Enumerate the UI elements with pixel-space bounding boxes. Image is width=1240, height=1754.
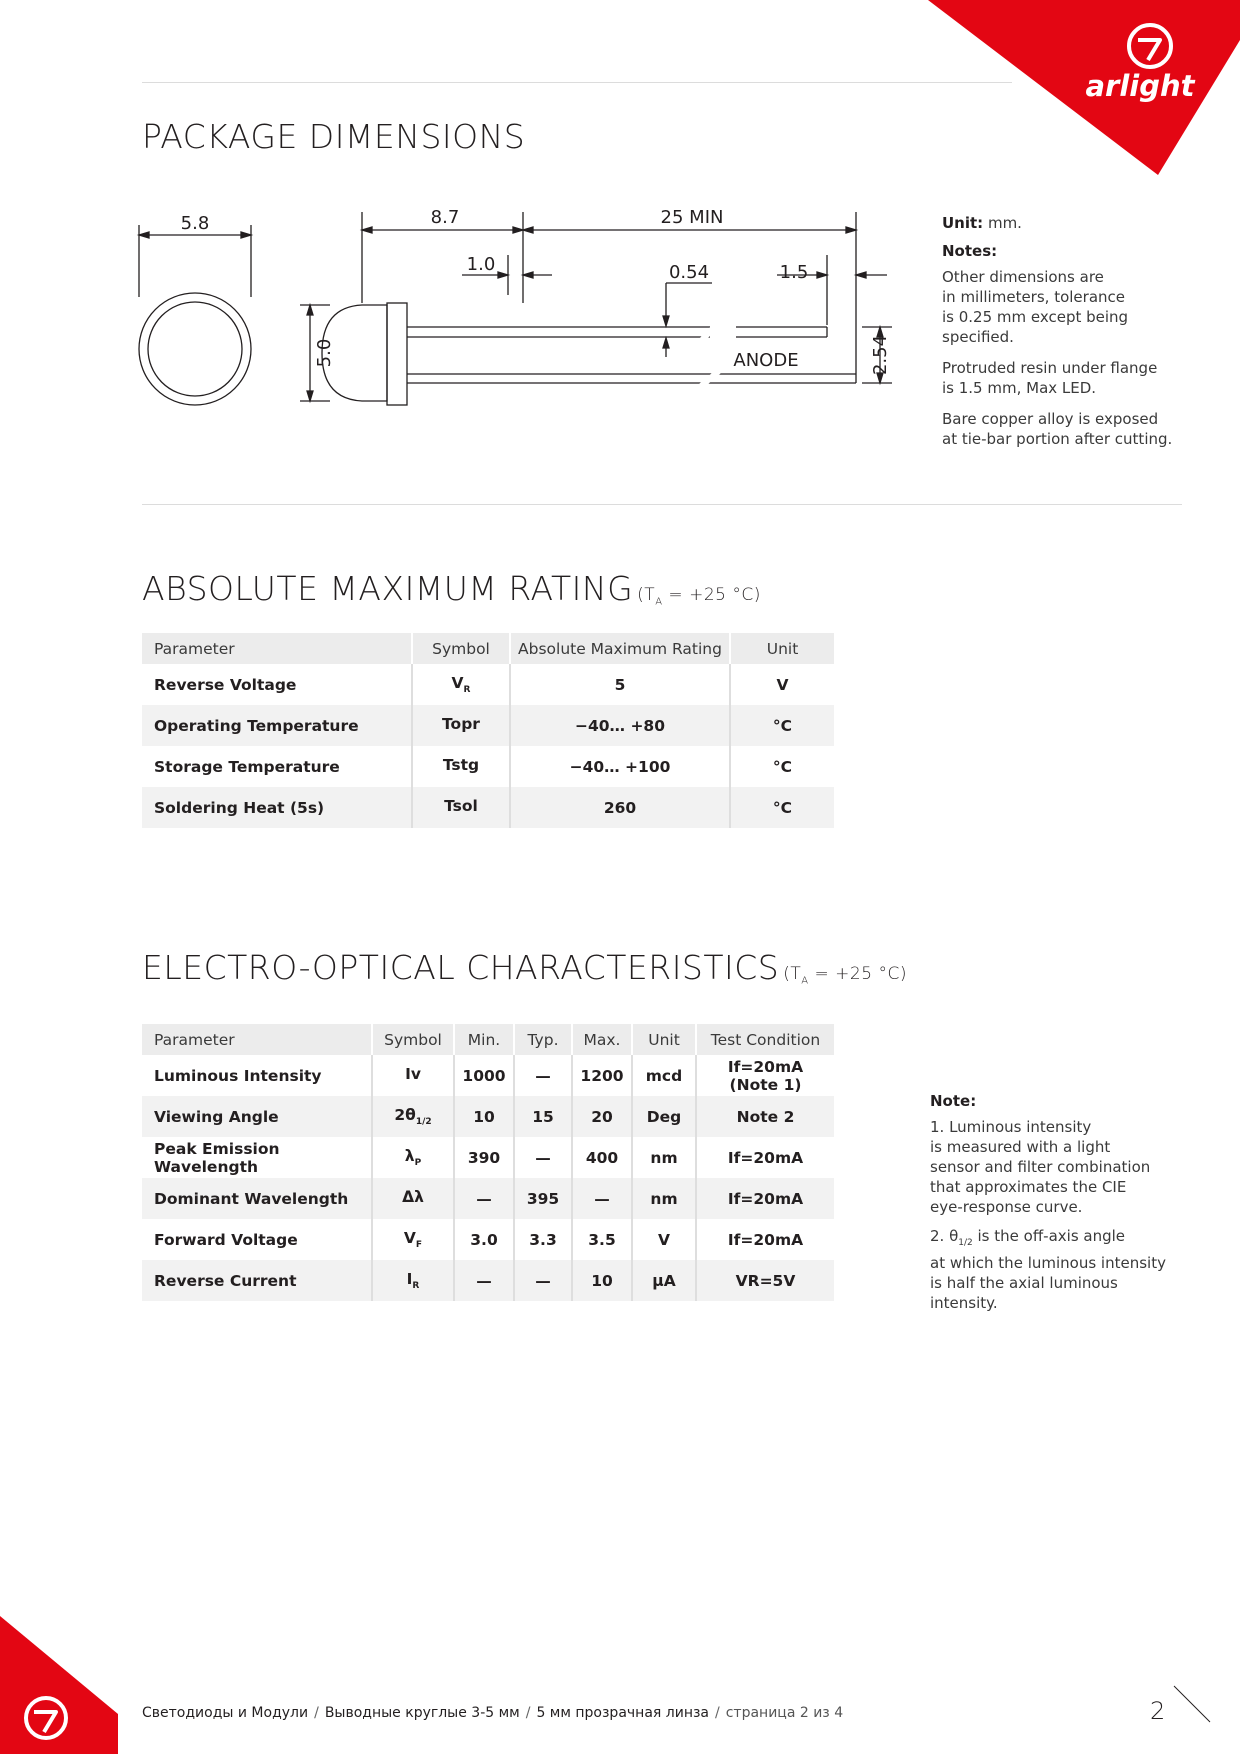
dim-5-8: 5.8: [180, 213, 210, 234]
table-row: Storage Temperature Tstg −40… +100 °C: [142, 746, 834, 787]
anode-label: ANODE: [733, 350, 799, 371]
amr-table: [142, 633, 834, 828]
table-row: Reverse Voltage $V_R$ 5 V: [142, 664, 834, 705]
notes-heading: Notes:: [942, 242, 998, 260]
note-item: 2. $\theta_{1/2}$ is the off-axis angle at which the luminous intensity is half the axial luminous intensity.: [930, 1227, 1166, 1312]
col-header: Parameter: [142, 1024, 372, 1055]
col-header: Symbol: [372, 1024, 454, 1055]
arlight-logo: [928, 0, 1240, 175]
note-item: Protruded resin under flange is 1.5 mm, Max LED.: [942, 359, 1158, 397]
col-header: Parameter: [142, 633, 412, 664]
dim-5-0: 5.0: [314, 338, 335, 368]
col-header: Typ.: [514, 1024, 572, 1055]
dim-1-0: 1.0: [466, 254, 496, 275]
dim-1-5: 1.5: [779, 262, 809, 283]
unit-value: mm.: [987, 214, 1022, 232]
col-header: Max.: [572, 1024, 632, 1055]
eoc-title: ELECTRO-OPTICAL CHARACTERISTICS ($T_A = +25$ °C): [142, 948, 907, 987]
col-header: Unit: [632, 1024, 696, 1055]
package-dimensions-title: PACKAGE DIMENSIONS: [142, 117, 526, 156]
col-header: Min.: [454, 1024, 514, 1055]
amr-condition: ($T_A = +25$ °C): [637, 585, 761, 608]
table-row: Viewing Angle $2\theta_{1/2}$ 10 15 20 Deg Note 2: [142, 1096, 834, 1137]
note-heading: Note:: [930, 1092, 977, 1110]
table-row: Dominant Wavelength Δλ — 395 — nm If=20mA: [142, 1178, 834, 1219]
breadcrumb-item: Выводные круглые 3-5 мм: [324, 1705, 520, 1721]
note-item: 1. Luminous intensity is measured with a light sensor and filter combination that approximates the CIE eye-response curve.: [930, 1118, 1151, 1216]
dim-0-54: 0.54: [668, 262, 710, 283]
table-row: Peak Emission Wavelength $\lambda_P$ 390 — 400 nm If=20mA: [142, 1137, 834, 1178]
note-item: Bare copper alloy is exposed at tie-bar portion after cutting.: [942, 410, 1173, 448]
package-notes: [942, 213, 1182, 460]
dim-25-min: 25 MIN: [660, 207, 724, 228]
top-divider: [142, 82, 1012, 83]
dim-2-54: 2.54: [870, 334, 891, 376]
section-divider: [142, 504, 1182, 505]
eoc-condition: ($T_A = +25$ °C): [783, 964, 907, 987]
eoc-notes: [930, 1091, 1170, 1322]
col-header: Test Condition: [696, 1024, 834, 1055]
logo-text: arlight: [1085, 69, 1195, 103]
table-row: Luminous Intensity Iv 1000 — 1200 mcd If=20mA (Note 1): [142, 1055, 834, 1096]
breadcrumb-item: Светодиоды и Модули: [142, 1705, 309, 1721]
footer-logo-mark: [0, 1616, 118, 1754]
note-item: Other dimensions are in millimeters, tolerance is 0.25 mm except being specified.: [942, 268, 1129, 346]
breadcrumb-item: 5 мм прозрачная линза: [536, 1705, 709, 1721]
package-drawing: [132, 195, 891, 425]
dim-8-7: 8.7: [430, 207, 460, 228]
col-header: Symbol: [412, 633, 510, 664]
col-header: Unit: [730, 633, 834, 664]
table-row: Operating Temperature Topr −40… +80 °C: [142, 705, 834, 746]
page-number: 2: [1150, 1697, 1166, 1725]
table-row: Reverse Current $I_R$ — — 10 μA VR=5V: [142, 1260, 834, 1301]
page-counter: страница 2 из 4: [725, 1705, 844, 1721]
table-row: Soldering Heat (5s) Tsol 260 °C: [142, 787, 834, 828]
col-header: Absolute Maximum Rating: [510, 633, 730, 664]
page-slash-decoration: [1172, 1684, 1212, 1724]
breadcrumb: Светодиоды и Модули / Выводные круглые 3-5 мм / 5 мм прозрачная линза / страница 2 из 4: [142, 1705, 844, 1721]
eoc-table: [142, 1024, 834, 1301]
unit-label: Unit:: [942, 214, 984, 232]
table-row: Forward Voltage $V_F$ 3.0 3.3 3.5 V If=20mA: [142, 1219, 834, 1260]
amr-title: ABSOLUTE MAXIMUM RATING ($T_A = +25$ °C): [142, 569, 761, 608]
